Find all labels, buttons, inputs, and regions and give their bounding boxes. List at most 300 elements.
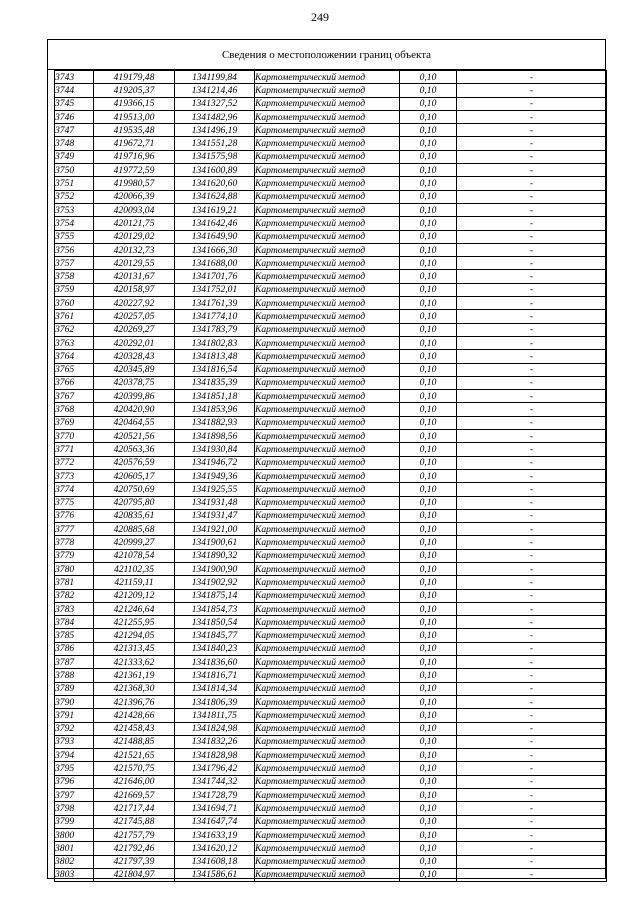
y-coordinate-cell: 1341551,28	[175, 137, 255, 150]
method-cell: Картометрический метод	[255, 110, 400, 123]
precision-cell: 0,10	[400, 656, 457, 669]
method-cell: Картометрический метод	[255, 656, 400, 669]
y-coordinate-cell: 1341642,46	[175, 217, 255, 230]
x-coordinate-cell: 421797,39	[94, 855, 175, 868]
method-cell: Картометрический метод	[255, 589, 400, 602]
table-row	[55, 416, 607, 429]
x-coordinate-cell: 421521,65	[94, 749, 175, 762]
y-coordinate-cell: 1341620,60	[175, 177, 255, 190]
note-cell: -	[457, 562, 607, 575]
table-row	[55, 403, 607, 416]
y-coordinate-cell: 1341845,77	[175, 629, 255, 642]
y-coordinate-cell: 1341633,19	[175, 828, 255, 841]
y-coordinate-cell: 1341840,23	[175, 642, 255, 655]
x-coordinate-cell: 421361,19	[94, 669, 175, 682]
table-row	[55, 802, 607, 815]
x-coordinate-cell: 420605,17	[94, 469, 175, 482]
point-number-cell: 3787	[55, 656, 94, 669]
note-cell: -	[457, 789, 607, 802]
point-number-cell: 3778	[55, 536, 94, 549]
point-number-cell: 3801	[55, 842, 94, 855]
note-cell: -	[457, 150, 607, 163]
y-coordinate-cell: 1341925,55	[175, 483, 255, 496]
precision-cell: 0,10	[400, 749, 457, 762]
note-cell: -	[457, 230, 607, 243]
y-coordinate-cell: 1341875,14	[175, 589, 255, 602]
table-row	[55, 536, 607, 549]
y-coordinate-cell: 1341898,56	[175, 430, 255, 443]
precision-cell: 0,10	[400, 71, 457, 84]
y-coordinate-cell: 1341813,48	[175, 350, 255, 363]
precision-cell: 0,10	[400, 629, 457, 642]
method-cell: Картометрический метод	[255, 789, 400, 802]
point-number-cell: 3783	[55, 602, 94, 615]
x-coordinate-cell: 419672,71	[94, 137, 175, 150]
note-cell: -	[457, 456, 607, 469]
point-number-cell: 3780	[55, 562, 94, 575]
note-cell: -	[457, 283, 607, 296]
table-row	[55, 629, 607, 642]
y-coordinate-cell: 1341854,73	[175, 602, 255, 615]
x-coordinate-cell: 420093,04	[94, 203, 175, 216]
point-number-cell: 3759	[55, 283, 94, 296]
note-cell: -	[457, 84, 607, 97]
y-coordinate-cell: 1341649,90	[175, 230, 255, 243]
precision-cell: 0,10	[400, 84, 457, 97]
note-cell: -	[457, 257, 607, 270]
x-coordinate-cell: 419980,57	[94, 177, 175, 190]
y-coordinate-cell: 1341930,84	[175, 443, 255, 456]
note-cell: -	[457, 390, 607, 403]
method-cell: Картометрический метод	[255, 669, 400, 682]
point-number-cell: 3789	[55, 682, 94, 695]
x-coordinate-cell: 421368,30	[94, 682, 175, 695]
point-number-cell: 3800	[55, 828, 94, 841]
x-coordinate-cell: 421669,57	[94, 789, 175, 802]
point-number-cell: 3748	[55, 137, 94, 150]
note-cell: -	[457, 523, 607, 536]
x-coordinate-cell: 420257,05	[94, 310, 175, 323]
note-cell: -	[457, 682, 607, 695]
y-coordinate-cell: 1341806,39	[175, 695, 255, 708]
table-row	[55, 749, 607, 762]
table-row	[55, 230, 607, 243]
point-number-cell: 3750	[55, 164, 94, 177]
point-number-cell: 3793	[55, 735, 94, 748]
note-cell: -	[457, 629, 607, 642]
precision-cell: 0,10	[400, 602, 457, 615]
x-coordinate-cell: 420750,69	[94, 483, 175, 496]
precision-cell: 0,10	[400, 536, 457, 549]
method-cell: Картометрический метод	[255, 217, 400, 230]
table-row	[55, 257, 607, 270]
y-coordinate-cell: 1341619,21	[175, 203, 255, 216]
x-coordinate-cell: 420563,36	[94, 443, 175, 456]
point-number-cell: 3790	[55, 695, 94, 708]
note-cell: -	[457, 376, 607, 389]
table-row	[55, 150, 607, 163]
precision-cell: 0,10	[400, 509, 457, 522]
table-row	[55, 97, 607, 110]
x-coordinate-cell: 420292,01	[94, 336, 175, 349]
table-row	[55, 84, 607, 97]
precision-cell: 0,10	[400, 842, 457, 855]
x-coordinate-cell: 420345,89	[94, 363, 175, 376]
note-cell: -	[457, 642, 607, 655]
point-number-cell: 3745	[55, 97, 94, 110]
x-coordinate-cell: 420328,43	[94, 350, 175, 363]
table-row	[55, 496, 607, 509]
precision-cell: 0,10	[400, 110, 457, 123]
precision-cell: 0,10	[400, 257, 457, 270]
note-cell: -	[457, 336, 607, 349]
precision-cell: 0,10	[400, 283, 457, 296]
table-row	[55, 815, 607, 828]
y-coordinate-cell: 1341882,93	[175, 416, 255, 429]
table-row	[55, 695, 607, 708]
point-number-cell: 3774	[55, 483, 94, 496]
x-coordinate-cell: 420269,27	[94, 323, 175, 336]
table-row	[55, 363, 607, 376]
method-cell: Картометрический метод	[255, 483, 400, 496]
point-number-cell: 3785	[55, 629, 94, 642]
y-coordinate-cell: 1341199,84	[175, 71, 255, 84]
precision-cell: 0,10	[400, 243, 457, 256]
point-number-cell: 3749	[55, 150, 94, 163]
point-number-cell: 3753	[55, 203, 94, 216]
precision-cell: 0,10	[400, 443, 457, 456]
precision-cell: 0,10	[400, 336, 457, 349]
point-number-cell: 3744	[55, 84, 94, 97]
y-coordinate-cell: 1341744,32	[175, 775, 255, 788]
y-coordinate-cell: 1341701,76	[175, 270, 255, 283]
y-coordinate-cell: 1341828,98	[175, 749, 255, 762]
method-cell: Картометрический метод	[255, 828, 400, 841]
table-row	[55, 297, 607, 310]
precision-cell: 0,10	[400, 230, 457, 243]
point-number-cell: 3769	[55, 416, 94, 429]
x-coordinate-cell: 420464,55	[94, 416, 175, 429]
table-row	[55, 336, 607, 349]
method-cell: Картометрический метод	[255, 97, 400, 110]
y-coordinate-cell: 1341814,34	[175, 682, 255, 695]
method-cell: Картометрический метод	[255, 71, 400, 84]
note-cell: -	[457, 669, 607, 682]
point-number-cell: 3752	[55, 190, 94, 203]
y-coordinate-cell: 1341575,98	[175, 150, 255, 163]
note-cell: -	[457, 469, 607, 482]
note-cell: -	[457, 97, 607, 110]
note-cell: -	[457, 177, 607, 190]
point-number-cell: 3781	[55, 576, 94, 589]
table-row	[55, 735, 607, 748]
table-row	[55, 855, 607, 868]
table-row	[55, 523, 607, 536]
precision-cell: 0,10	[400, 177, 457, 190]
y-coordinate-cell: 1341600,89	[175, 164, 255, 177]
y-coordinate-cell: 1341496,19	[175, 124, 255, 137]
x-coordinate-cell: 421792,46	[94, 842, 175, 855]
table-row	[55, 190, 607, 203]
note-cell: -	[457, 868, 607, 881]
point-number-cell: 3762	[55, 323, 94, 336]
method-cell: Картометрический метод	[255, 868, 400, 881]
precision-cell: 0,10	[400, 190, 457, 203]
y-coordinate-cell: 1341783,79	[175, 323, 255, 336]
method-cell: Картометрический метод	[255, 257, 400, 270]
note-cell: -	[457, 589, 607, 602]
x-coordinate-cell: 420795,80	[94, 496, 175, 509]
method-cell: Картометрический метод	[255, 323, 400, 336]
y-coordinate-cell: 1341931,48	[175, 496, 255, 509]
method-cell: Картометрический метод	[255, 749, 400, 762]
point-number-cell: 3776	[55, 509, 94, 522]
y-coordinate-cell: 1341688,00	[175, 257, 255, 270]
table-row	[55, 789, 607, 802]
x-coordinate-cell: 421313,45	[94, 642, 175, 655]
table-row	[55, 483, 607, 496]
table-row	[55, 124, 607, 137]
x-coordinate-cell: 420576,59	[94, 456, 175, 469]
method-cell: Картометрический метод	[255, 562, 400, 575]
table-row	[55, 842, 607, 855]
boundary-coordinates-table	[54, 70, 607, 882]
point-number-cell: 3777	[55, 523, 94, 536]
y-coordinate-cell: 1341949,36	[175, 469, 255, 482]
note-cell: -	[457, 323, 607, 336]
precision-cell: 0,10	[400, 403, 457, 416]
x-coordinate-cell: 421757,79	[94, 828, 175, 841]
table-body	[55, 71, 607, 882]
x-coordinate-cell: 421078,54	[94, 549, 175, 562]
y-coordinate-cell: 1341835,39	[175, 376, 255, 389]
table-row	[55, 203, 607, 216]
table-row	[55, 469, 607, 482]
note-cell: -	[457, 443, 607, 456]
y-coordinate-cell: 1341647,74	[175, 815, 255, 828]
note-cell: -	[457, 496, 607, 509]
point-number-cell: 3797	[55, 789, 94, 802]
method-cell: Картометрический метод	[255, 549, 400, 562]
precision-cell: 0,10	[400, 390, 457, 403]
x-coordinate-cell: 421102,35	[94, 562, 175, 575]
method-cell: Картометрический метод	[255, 469, 400, 482]
y-coordinate-cell: 1341824,98	[175, 722, 255, 735]
point-number-cell: 3764	[55, 350, 94, 363]
note-cell: -	[457, 576, 607, 589]
note-cell: -	[457, 828, 607, 841]
method-cell: Картометрический метод	[255, 270, 400, 283]
x-coordinate-cell: 420131,67	[94, 270, 175, 283]
method-cell: Картометрический метод	[255, 842, 400, 855]
note-cell: -	[457, 722, 607, 735]
x-coordinate-cell: 421646,00	[94, 775, 175, 788]
y-coordinate-cell: 1341586,61	[175, 868, 255, 881]
method-cell: Картометрический метод	[255, 430, 400, 443]
y-coordinate-cell: 1341832,26	[175, 735, 255, 748]
method-cell: Картометрический метод	[255, 456, 400, 469]
y-coordinate-cell: 1341851,18	[175, 390, 255, 403]
precision-cell: 0,10	[400, 310, 457, 323]
precision-cell: 0,10	[400, 496, 457, 509]
table-row	[55, 682, 607, 695]
point-number-cell: 3751	[55, 177, 94, 190]
precision-cell: 0,10	[400, 695, 457, 708]
y-coordinate-cell: 1341902,92	[175, 576, 255, 589]
x-coordinate-cell: 421428,66	[94, 709, 175, 722]
precision-cell: 0,10	[400, 297, 457, 310]
x-coordinate-cell: 420885,68	[94, 523, 175, 536]
table-row	[55, 602, 607, 615]
note-cell: -	[457, 110, 607, 123]
table-row	[55, 323, 607, 336]
precision-cell: 0,10	[400, 828, 457, 841]
point-number-cell: 3786	[55, 642, 94, 655]
y-coordinate-cell: 1341802,83	[175, 336, 255, 349]
x-coordinate-cell: 420378,75	[94, 376, 175, 389]
method-cell: Картометрический метод	[255, 310, 400, 323]
method-cell: Картометрический метод	[255, 509, 400, 522]
table-row	[55, 775, 607, 788]
table-row	[55, 443, 607, 456]
x-coordinate-cell: 421333,62	[94, 656, 175, 669]
method-cell: Картометрический метод	[255, 802, 400, 815]
x-coordinate-cell: 421717,44	[94, 802, 175, 815]
x-coordinate-cell: 420066,39	[94, 190, 175, 203]
point-number-cell: 3791	[55, 709, 94, 722]
note-cell: -	[457, 124, 607, 137]
x-coordinate-cell: 420420,90	[94, 403, 175, 416]
method-cell: Картометрический метод	[255, 203, 400, 216]
note-cell: -	[457, 137, 607, 150]
x-coordinate-cell: 421294,05	[94, 629, 175, 642]
table-row	[55, 642, 607, 655]
point-number-cell: 3770	[55, 430, 94, 443]
table-row	[55, 110, 607, 123]
method-cell: Картометрический метод	[255, 150, 400, 163]
y-coordinate-cell: 1341811,75	[175, 709, 255, 722]
x-coordinate-cell: 420158,97	[94, 283, 175, 296]
x-coordinate-cell: 419716,96	[94, 150, 175, 163]
y-coordinate-cell: 1341850,54	[175, 616, 255, 629]
x-coordinate-cell: 420129,55	[94, 257, 175, 270]
note-cell: -	[457, 430, 607, 443]
note-cell: -	[457, 190, 607, 203]
point-number-cell: 3767	[55, 390, 94, 403]
note-cell: -	[457, 802, 607, 815]
note-cell: -	[457, 709, 607, 722]
method-cell: Картометрический метод	[255, 576, 400, 589]
y-coordinate-cell: 1341946,72	[175, 456, 255, 469]
note-cell: -	[457, 815, 607, 828]
precision-cell: 0,10	[400, 376, 457, 389]
point-number-cell: 3755	[55, 230, 94, 243]
point-number-cell: 3799	[55, 815, 94, 828]
method-cell: Картометрический метод	[255, 695, 400, 708]
y-coordinate-cell: 1341900,90	[175, 562, 255, 575]
x-coordinate-cell: 419513,00	[94, 110, 175, 123]
method-cell: Картометрический метод	[255, 350, 400, 363]
note-cell: -	[457, 775, 607, 788]
table-row	[55, 656, 607, 669]
method-cell: Картометрический метод	[255, 629, 400, 642]
precision-cell: 0,10	[400, 469, 457, 482]
x-coordinate-cell: 420132,73	[94, 243, 175, 256]
point-number-cell: 3757	[55, 257, 94, 270]
y-coordinate-cell: 1341214,46	[175, 84, 255, 97]
point-number-cell: 3771	[55, 443, 94, 456]
point-number-cell: 3802	[55, 855, 94, 868]
point-number-cell: 3768	[55, 403, 94, 416]
method-cell: Картометрический метод	[255, 243, 400, 256]
point-number-cell: 3792	[55, 722, 94, 735]
point-number-cell: 3788	[55, 669, 94, 682]
point-number-cell: 3773	[55, 469, 94, 482]
method-cell: Картометрический метод	[255, 137, 400, 150]
x-coordinate-cell: 421159,11	[94, 576, 175, 589]
precision-cell: 0,10	[400, 722, 457, 735]
table-row	[55, 616, 607, 629]
method-cell: Картометрический метод	[255, 403, 400, 416]
x-coordinate-cell: 420521,56	[94, 430, 175, 443]
note-cell: -	[457, 602, 607, 615]
x-coordinate-cell: 421745,88	[94, 815, 175, 828]
y-coordinate-cell: 1341761,39	[175, 297, 255, 310]
precision-cell: 0,10	[400, 709, 457, 722]
note-cell: -	[457, 270, 607, 283]
table-row	[55, 589, 607, 602]
x-coordinate-cell: 419205,37	[94, 84, 175, 97]
precision-cell: 0,10	[400, 669, 457, 682]
table-row	[55, 868, 607, 881]
precision-cell: 0,10	[400, 642, 457, 655]
x-coordinate-cell: 420835,61	[94, 509, 175, 522]
precision-cell: 0,10	[400, 735, 457, 748]
precision-cell: 0,10	[400, 363, 457, 376]
table-row	[55, 71, 607, 84]
method-cell: Картометрический метод	[255, 164, 400, 177]
method-cell: Картометрический метод	[255, 416, 400, 429]
precision-cell: 0,10	[400, 430, 457, 443]
precision-cell: 0,10	[400, 762, 457, 775]
note-cell: -	[457, 695, 607, 708]
x-coordinate-cell: 421570,75	[94, 762, 175, 775]
point-number-cell: 3754	[55, 217, 94, 230]
x-coordinate-cell: 419179,48	[94, 71, 175, 84]
point-number-cell: 3760	[55, 297, 94, 310]
precision-cell: 0,10	[400, 323, 457, 336]
method-cell: Картометрический метод	[255, 523, 400, 536]
precision-cell: 0,10	[400, 589, 457, 602]
method-cell: Картометрический метод	[255, 682, 400, 695]
x-coordinate-cell: 421458,43	[94, 722, 175, 735]
y-coordinate-cell: 1341890,32	[175, 549, 255, 562]
table-row	[55, 164, 607, 177]
table-row	[55, 390, 607, 403]
point-number-cell: 3743	[55, 71, 94, 84]
point-number-cell: 3765	[55, 363, 94, 376]
table-row	[55, 350, 607, 363]
method-cell: Картометрический метод	[255, 616, 400, 629]
precision-cell: 0,10	[400, 270, 457, 283]
note-cell: -	[457, 164, 607, 177]
method-cell: Картометрический метод	[255, 602, 400, 615]
note-cell: -	[457, 749, 607, 762]
note-cell: -	[457, 203, 607, 216]
table-row	[55, 509, 607, 522]
x-coordinate-cell: 419366,15	[94, 97, 175, 110]
method-cell: Картометрический метод	[255, 496, 400, 509]
